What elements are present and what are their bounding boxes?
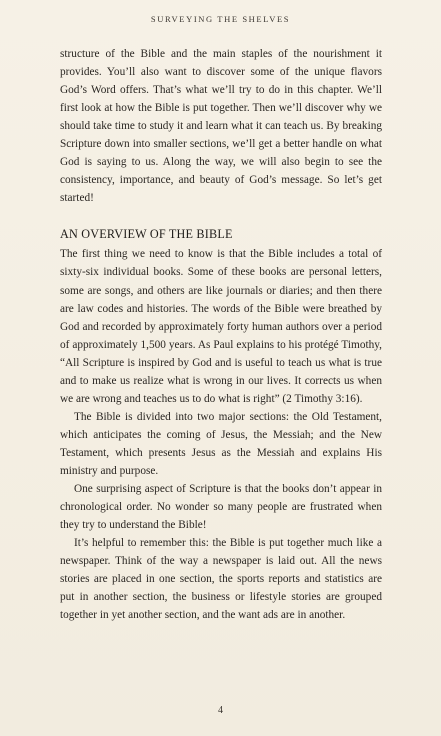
running-head: SURVEYING THE SHELVES [150,14,291,24]
intro-paragraph: structure of the Bible and the main staples of the nourishment it provides. You’ll also want to discover some of the unique flavors God’s Word offers. That’s what we’ll try to do in this chapter. We’ll first look at how the Bible is put together. Then we’ll discover why we should take time to study it and learn what it can teach us. By breaking Scripture down into smaller sections, we’ll get a better handle on what God is saying to us. Along the way, we will also begin to see the consistency, importance, and beauty of God’s message. So let’s get started! [60,48,382,205]
section-paragraph-4: It’s helpful to remember this: the Bible is put together much like a newspaper. Think of the way a newspaper is laid out. All the news stories are placed in one section, the sports reports and statistics are put in another section, the business or lifestyle stories are grouped together in yet another section, and the want ads are in another. [60,537,382,622]
section-heading: AN OVERVIEW OF THE BIBLE [60,227,233,242]
page-number: 4 [218,705,223,716]
section-paragraph-2: The Bible is divided into two major sections: the Old Testament, which anticipates the coming of Jesus, the Messiah; and the New Testament, which presents Jesus as the Messiah and explains His ministry and purpose. [60,410,382,477]
page-body [60,45,382,624]
section-paragraph-3: One surprising aspect of Scripture is that the books don’t appear in chronological order. No wonder so many people are frustrated when they try to understand the Bible! [60,483,382,532]
section-paragraph-1: The first thing we need to know is that the Bible includes a total of sixty-six individual books. Some of these books are personal letters, some are songs, and others are like journals or diaries; and then there are law codes and histories. The words of the Bible were breathed by God and recorded by approximately forty human authors over a period of approximately 1,500 years. As Paul explains to his protégé Timothy, “All Scripture is inspired by God and is useful to teach us what is true and to make us realize what is wrong in our lives. It corrects us when we are wrong and teaches us to do what is right” (2 Timothy 3:16). [60,248,382,405]
